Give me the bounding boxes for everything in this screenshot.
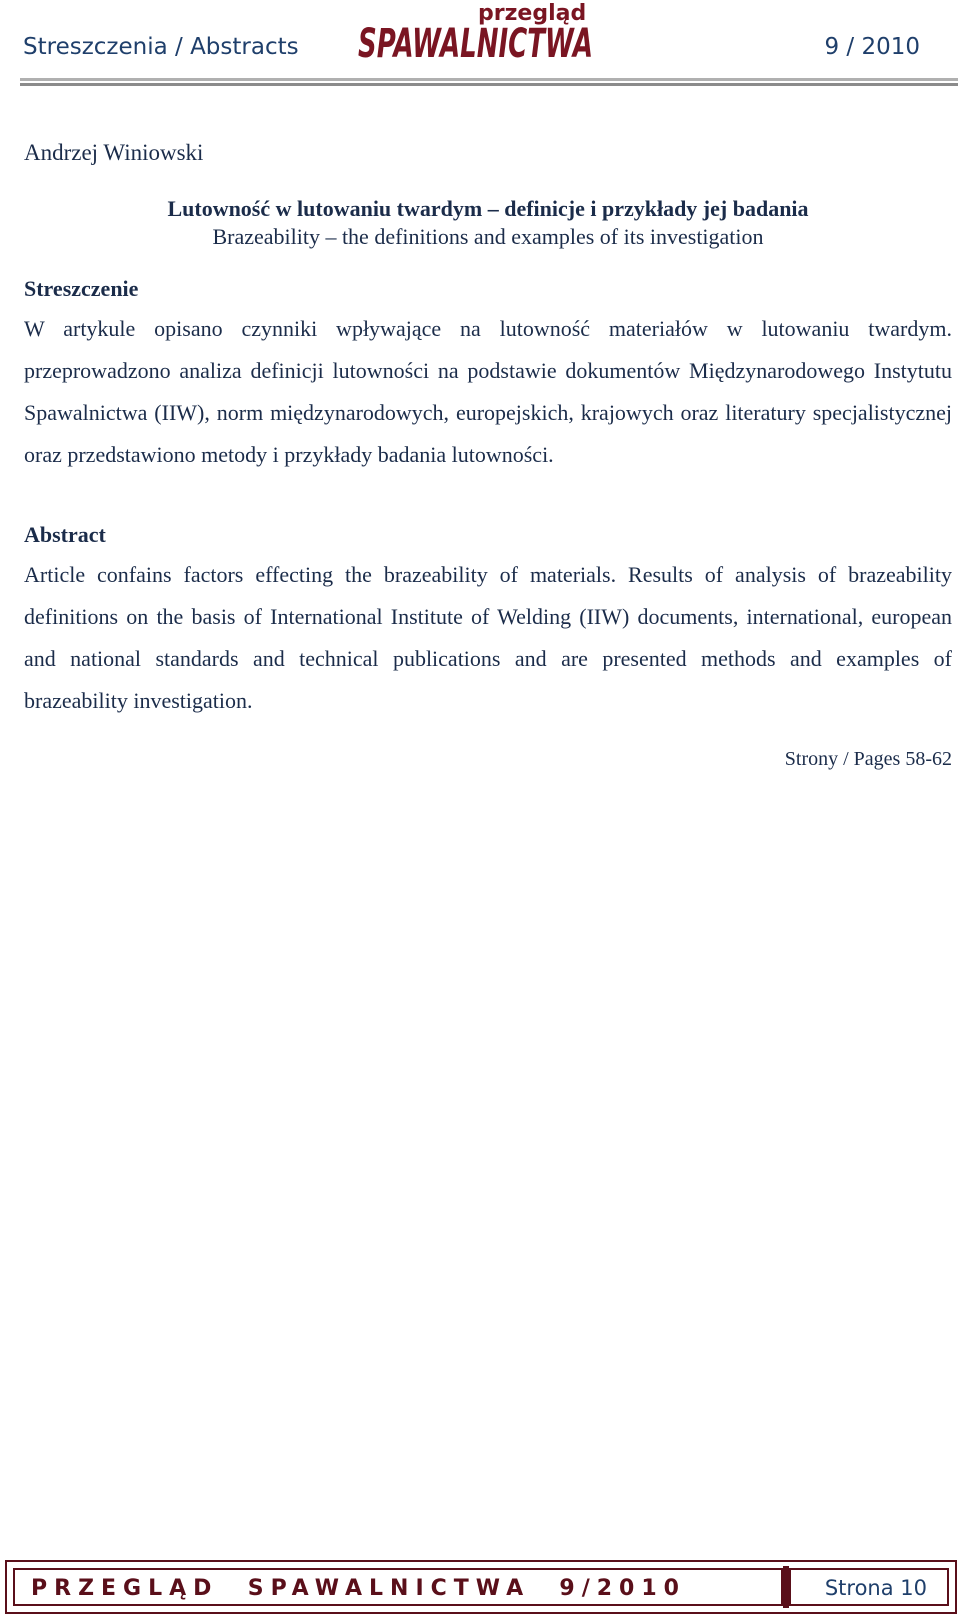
header-divider xyxy=(20,78,958,81)
title-english: Brazeability – the definitions and examples of its investigation xyxy=(212,224,764,249)
page-number: Strona 10 xyxy=(824,1576,927,1600)
author-name: Andrzej Winiowski xyxy=(24,140,204,165)
footer-page-box xyxy=(789,1568,949,1606)
title-polish: Lutowność w lutowaniu twardym – definicje i przykłady jej badania xyxy=(167,196,809,221)
logo-top-word: przegląd xyxy=(478,1,587,26)
streszczenie-heading: Streszczenie xyxy=(24,276,139,301)
logo-main-word: SPAWALNICTWA xyxy=(358,21,593,67)
page-header xyxy=(0,0,960,92)
abstract-heading: Abstract xyxy=(24,522,106,547)
page-range: Strony / Pages 58-62 xyxy=(784,748,952,770)
page-footer xyxy=(5,1560,957,1614)
abstract-paragraph: Article confains factors effecting the brazeability of materials. Results of analysis of brazeability definitions on the basis of International Institute of Welding (IIW) documents, international, european and national standards and technical publications and are presented methods and examples of brazeability investigation. xyxy=(24,562,952,713)
journal-logo xyxy=(358,0,620,68)
header-section-label: Streszczenia / Abstracts xyxy=(23,34,299,60)
header-divider-secondary xyxy=(20,83,958,86)
streszczenie-paragraph: W artykule opisano czynniki wpływające na lutowność materiałów w lutowaniu twardym. przeprowadzono analiza definicji lutowności na podstawie dokumentów Międzynarodowego Instytutu Spawalnictwa (IIW), norm międzynarodowych, europejskich, krajowych oraz literatury specjalistycznej oraz przedstawiono metody i przykłady badania lutowności. xyxy=(24,316,952,467)
footer-journal-box xyxy=(13,1568,783,1606)
issue-number: 9 / 2010 xyxy=(824,34,920,60)
footer-journal-title: PRZEGLĄD SPAWALNICTWA 9/2010 xyxy=(31,1576,686,1601)
